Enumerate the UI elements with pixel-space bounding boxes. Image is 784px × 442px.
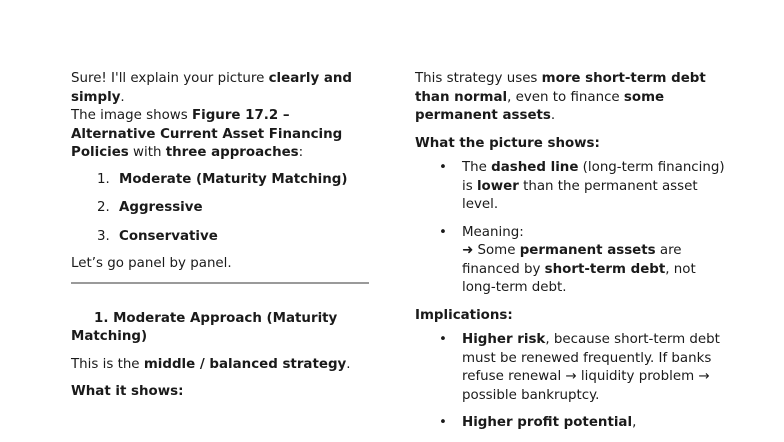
bullet-item: • Meaning: ➜ Some permanent assets are financed by short-term debt, not long-term debt. (439, 224, 696, 295)
bullet-item: • The dashed line (long-term financing) is lower than the permanent asset level. (439, 160, 725, 212)
image-description: The image shows Figure 17.2 – Alternative Current Asset Financing Policies with three approaches: (71, 108, 343, 160)
bullet-icon: • (439, 160, 447, 175)
implication-bullets (415, 331, 725, 433)
approach-item: 2. Aggressive (97, 200, 203, 215)
intro-line: Sure! I'll explain your picture clearly and simply. (71, 71, 352, 105)
bullet-item: • Higher profit potential, (415, 414, 725, 433)
panel-intro: Let’s go panel by panel. (71, 256, 232, 271)
approach-list (71, 171, 371, 247)
bullet-icon: • (439, 332, 447, 347)
bullet-icon: • (439, 224, 447, 240)
approach-label: Moderate (Maturity Matching) (119, 171, 348, 187)
section-heading: 1. Moderate Approach (Maturity Matching) (71, 310, 338, 344)
bullet-item: • Higher risk, because short-term debt must be renewed frequently. If banks refuse renewal → liquidity problem → possible bankruptcy. (439, 332, 720, 403)
section-divider (71, 282, 369, 284)
bullet-icon: • (439, 415, 447, 430)
balanced-strategy: This is the middle / balanced strategy. (71, 356, 351, 372)
approach-label: Conservative (119, 228, 218, 244)
left-column (71, 70, 371, 402)
approach-item: 3. Conservative (97, 228, 218, 244)
what-it-shows-heading: What it shows: (71, 384, 184, 399)
approach-item: 1. Moderate (Maturity Matching) (97, 171, 348, 187)
picture-heading: What the picture shows: (415, 135, 600, 151)
approach-label: Aggressive (119, 200, 203, 215)
picture-bullets (415, 159, 725, 298)
strategy-summary: This strategy uses more short-term debt than normal, even to finance some permanent assets. (415, 71, 706, 123)
implications-heading: Implications: (415, 307, 513, 323)
right-column (415, 70, 725, 442)
